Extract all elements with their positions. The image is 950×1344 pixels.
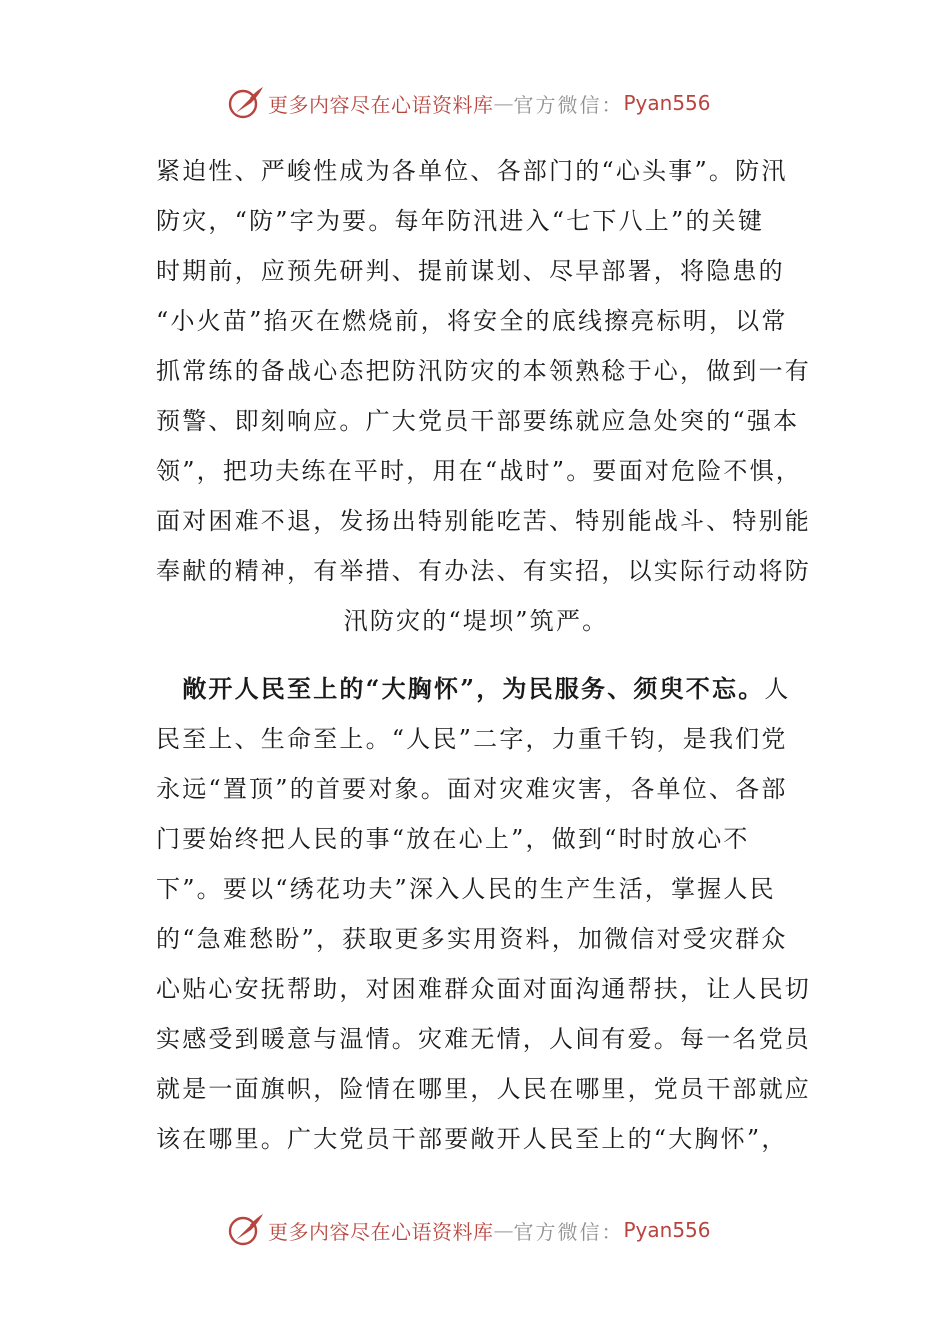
- banner-title: 更多内容尽在心语资料库: [268, 1219, 494, 1244]
- paragraph-heading-line: [156, 664, 796, 714]
- text-line: 预警、即刻响应。广大党员干部要练就应急处突的“强本: [156, 407, 800, 435]
- text-line: 门要始终把人民的事“放在心上”，做到“时时放心不: [156, 825, 750, 853]
- quill-logo-icon: [226, 83, 266, 123]
- paragraph-gap: [156, 646, 796, 664]
- text-line: 该在哪里。广大党员干部要敞开人民至上的“大胸怀”，: [156, 1125, 788, 1153]
- paragraph-heading: 敞开人民至上的“大胸怀”，为民服务、须臾不忘。: [182, 674, 765, 703]
- text-line: 下”。要以“绣花功夫”深入人民的生产生活，掌握人民: [156, 875, 776, 903]
- text-line: 时期前，应预先研判、提前谋划、尽早部署，将隐患的: [156, 257, 785, 285]
- header-banner: [226, 83, 726, 123]
- paragraph-1: [156, 146, 811, 646]
- text-line: 奉献的精神，有举措、有办法、有实招，以实际行动将防: [156, 557, 811, 585]
- text-line: 紧迫性、严峻性成为各单位、各部门的“心头事”。防汛: [156, 157, 788, 185]
- banner-wechat-label: 官方微信：: [513, 92, 624, 117]
- text-line: 抓常练的备战心态把防汛防灾的本领熟稔于心，做到一有: [156, 357, 811, 385]
- banner-separator: —: [493, 91, 514, 115]
- paragraph-heading-rest: 人: [764, 675, 791, 703]
- banner-title: 更多内容尽在心语资料库: [268, 92, 494, 117]
- text-line: 面对困难不退，发扬出特别能吃苦、特别能战斗、特别能: [156, 507, 811, 535]
- footer-banner: [226, 1210, 726, 1250]
- text-line: 的“急难愁盼”，获取更多实用资料，加微信对受灾群众: [156, 925, 788, 953]
- paragraph-2: [156, 664, 811, 1164]
- text-line: “小火苗”掐灭在燃烧前，将安全的底线擦亮标明，以常: [156, 307, 788, 335]
- banner-wechat-id: Pyan556: [623, 1218, 711, 1242]
- quill-logo-icon: [226, 1210, 266, 1250]
- text-line: 领”，把功夫练在平时，用在“战时”。要面对危险不惧，: [156, 457, 803, 485]
- text-line: 实感受到暖意与温情。灾难无情，人间有爱。每一名党员: [156, 1025, 811, 1053]
- banner-wechat-id: Pyan556: [623, 91, 711, 115]
- text-line: 心贴心安抚帮助，对困难群众面对面沟通帮扶，让人民切: [156, 975, 811, 1003]
- banner-separator: —: [493, 1218, 514, 1242]
- text-line: 民至上、生命至上。“人民”二字，力重千钧，是我们党: [156, 725, 788, 753]
- banner-wechat-label: 官方微信：: [513, 1219, 624, 1244]
- document-body: [156, 146, 811, 1164]
- text-line: 防灾，“防”字为要。每年防汛进入“七下八上”的关键: [156, 207, 765, 235]
- text-line: 就是一面旗帜，险情在哪里，人民在哪里，党员干部就应: [156, 1075, 811, 1103]
- text-line: 汛防灾的“堤坝”筑严。: [343, 607, 609, 635]
- text-line: 永远“置顶”的首要对象。面对灾难灾害，各单位、各部: [156, 775, 788, 803]
